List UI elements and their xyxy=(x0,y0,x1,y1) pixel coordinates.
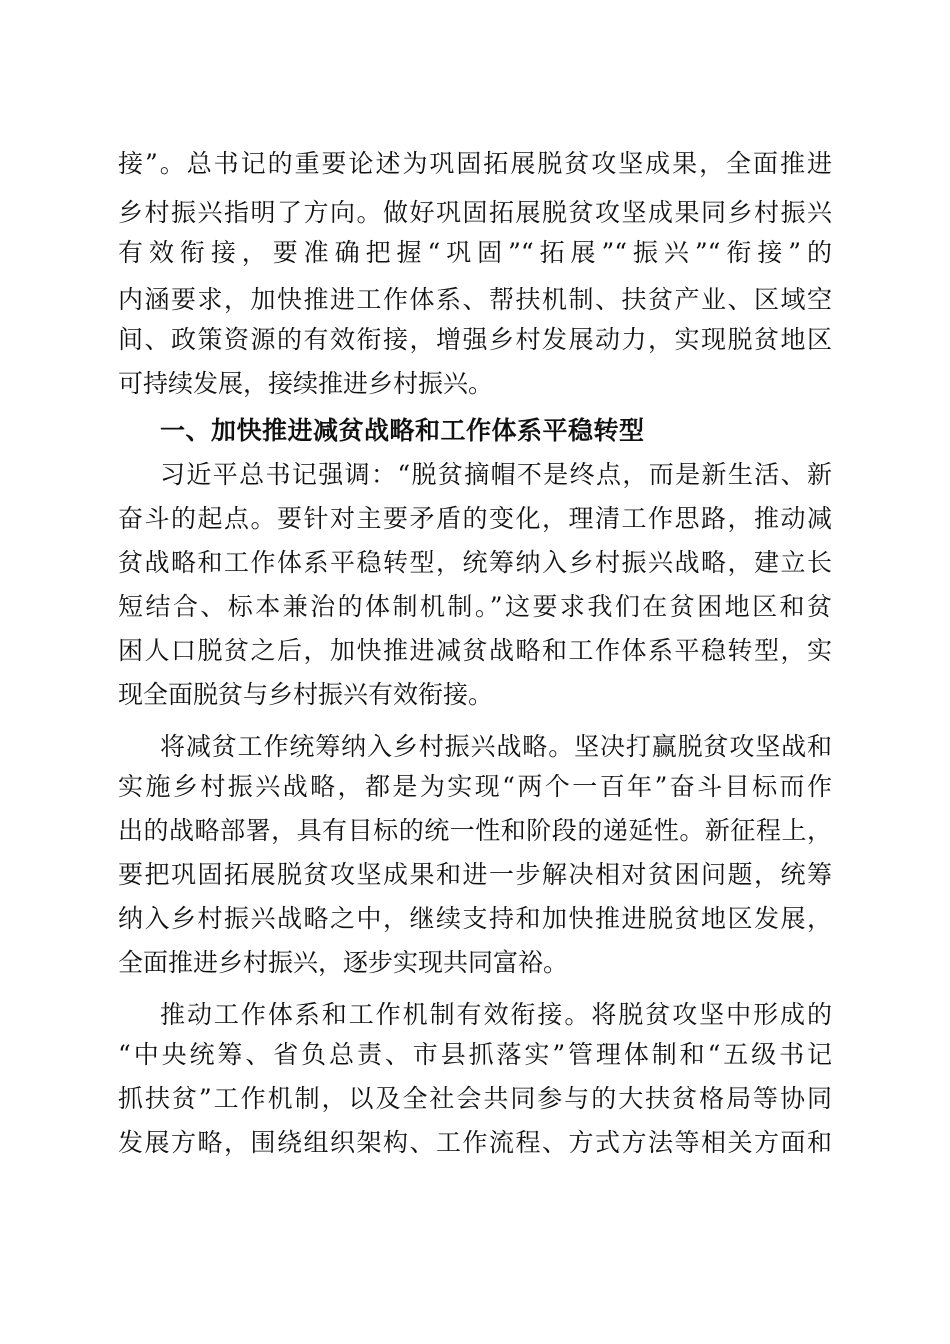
paragraph-2-line-2: 奋斗的起点。要针对主要矛盾的变化，理清工作思路，推动减 xyxy=(118,504,832,533)
paragraph-3-line-3: 出的战略部署，具有目标的统一性和阶段的递延性。新征程上， xyxy=(118,816,832,845)
paragraph-1-line-2: 乡村振兴指明了方向。做好巩固拓展脱贫攻坚成果同乡村振兴 xyxy=(118,198,832,227)
paragraph-4-line-4: 发展方略，围绕组织架构、工作流程、方式方法等相关方面和 xyxy=(118,1128,832,1157)
paragraph-3-line-6: 全面推进乡村振兴，逐步实现共同富裕。 xyxy=(118,948,569,977)
paragraph-3-line-5: 纳入乡村振兴战略之中，继续支持和加快推进脱贫地区发展， xyxy=(118,904,832,933)
paragraph-2-line-3: 贫战略和工作体系平稳转型，统筹纳入乡村振兴战略，建立长 xyxy=(118,548,832,577)
paragraph-3-line-1: 将减贫工作统筹纳入乡村振兴战略。坚决打赢脱贫攻坚战和 xyxy=(160,732,832,761)
paragraph-1-line-3: 有效衔接，要准确把握“巩固”“拓展”“振兴”“衔接”的 xyxy=(118,238,832,267)
paragraph-2-line-1: 习近平总书记强调：“脱贫摘帽不是终点，而是新生活、新 xyxy=(160,460,832,489)
paragraph-2-line-5: 困人口脱贫之后，加快推进减贫战略和工作体系平稳转型，实 xyxy=(118,636,832,665)
paragraph-3-line-4: 要把巩固拓展脱贫攻坚成果和进一步解决相对贫困问题，统筹 xyxy=(118,860,832,889)
paragraph-2-line-4: 短结合、标本兼治的体制机制。”这要求我们在贫困地区和贫 xyxy=(118,592,832,621)
section-heading: 一、加快推进减贫战略和工作体系平稳转型 xyxy=(160,416,645,445)
paragraph-4-line-2: “中央统筹、省负总责、市县抓落实”管理体制和“五级书记 xyxy=(118,1040,832,1069)
paragraph-1-line-6: 可持续发展，接续推进乡村振兴。 xyxy=(118,369,494,398)
paragraph-1-line-4: 内涵要求，加快推进工作体系、帮扶机制、扶贫产业、区域空 xyxy=(118,285,832,314)
paragraph-2-line-6: 现全面脱贫与乡村振兴有效衔接。 xyxy=(118,680,494,709)
paragraph-3-line-2: 实施乡村振兴战略，都是为实现“两个一百年”奋斗目标而作 xyxy=(118,772,832,801)
paragraph-1-line-5: 间、政策资源的有效衔接，增强乡村发展动力，实现脱贫地区 xyxy=(118,325,832,354)
paragraph-1-line-1: 接”。总书记的重要论述为巩固拓展脱贫攻坚成果，全面推进 xyxy=(118,149,832,178)
paragraph-4-line-1: 推动工作体系和工作机制有效衔接。将脱贫攻坚中形成的 xyxy=(160,1000,832,1029)
paragraph-4-line-3: 抓扶贫”工作机制，以及全社会共同参与的大扶贫格局等协同 xyxy=(118,1084,832,1113)
